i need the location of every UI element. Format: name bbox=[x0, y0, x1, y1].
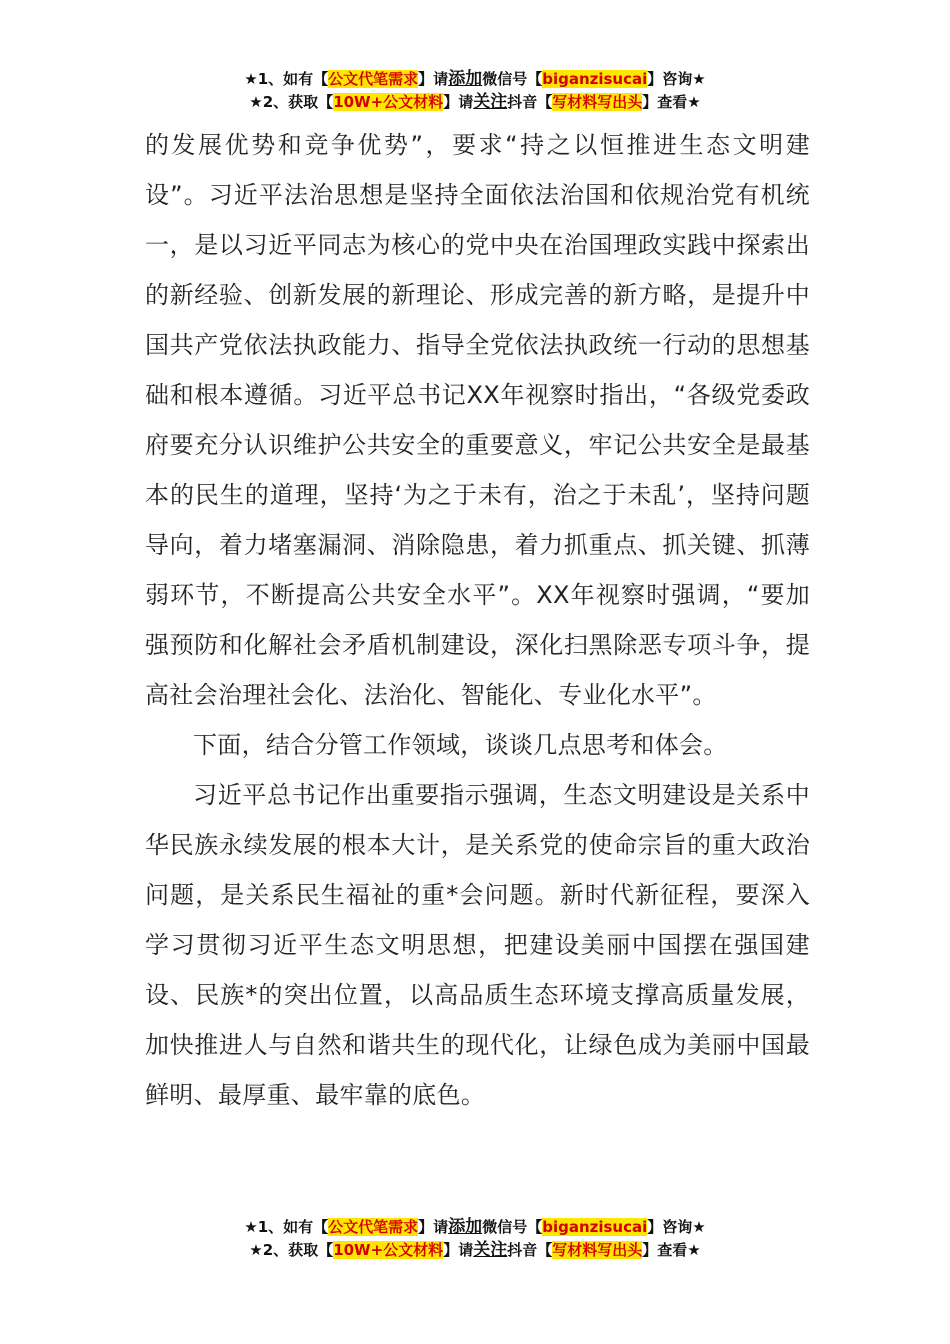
banner-line-2 bbox=[0, 1239, 950, 1262]
banner-text: ★1、如有【 bbox=[244, 1218, 329, 1236]
banner-line-2 bbox=[0, 91, 950, 114]
banner-highlight: 10W+公文材料 bbox=[333, 93, 444, 111]
banner-text: 微信号【 bbox=[482, 1218, 543, 1236]
banner-highlight-douyin: 写材料写出头 bbox=[552, 93, 643, 111]
footer-banner bbox=[0, 1216, 950, 1262]
banner-highlight: 公文代笔需求 bbox=[328, 70, 419, 88]
paragraph: 下面，结合分管工作领域，谈谈几点思考和体会。 bbox=[193, 731, 728, 759]
banner-text: 】咨询★ bbox=[647, 70, 706, 88]
banner-highlight-douyin: 写材料写出头 bbox=[552, 1241, 643, 1259]
banner-text: 】查看★ bbox=[642, 93, 701, 111]
banner-text: ★2、获取【 bbox=[249, 93, 334, 111]
banner-underline: 添加 bbox=[448, 69, 483, 89]
header-banner bbox=[0, 68, 950, 114]
paragraph: 习近平总书记作出重要指示强调，生态文明建设是关系中华民族永续发展的根本大计，是关系党的使命宗旨的重大政治问题，是关系民生福祉的重*会问题。新时代新征程，要深入学习贯彻习近平生态文明思想，把建设美丽中国摆在强国建设、民族*的突出位置，以高品质生态环境支撑高质量发展，加快推进人与自然和谐共生的现代化，让绿色成为美丽中国最鲜明、最厚重、最牢靠的底色。 bbox=[145, 781, 810, 1109]
banner-text: 】请 bbox=[443, 93, 474, 111]
banner-highlight-wechat: biganzisucai bbox=[542, 1218, 648, 1236]
banner-text: 微信号【 bbox=[482, 70, 543, 88]
banner-line-1 bbox=[0, 1216, 950, 1239]
banner-highlight: 公文代笔需求 bbox=[328, 1218, 419, 1236]
banner-text: 抖音【 bbox=[507, 93, 553, 111]
banner-line-1 bbox=[0, 68, 950, 91]
banner-underline: 关注 bbox=[473, 92, 508, 112]
banner-text: 】请 bbox=[418, 1218, 449, 1236]
banner-underline: 关注 bbox=[473, 1240, 508, 1260]
banner-highlight-wechat: biganzisucai bbox=[542, 70, 648, 88]
banner-highlight: 10W+公文材料 bbox=[333, 1241, 444, 1259]
document-body bbox=[145, 120, 810, 1120]
banner-text: 】查看★ bbox=[642, 1241, 701, 1259]
banner-text: ★1、如有【 bbox=[244, 70, 329, 88]
banner-text: 抖音【 bbox=[507, 1241, 553, 1259]
banner-text: 】请 bbox=[443, 1241, 474, 1259]
banner-text: 】咨询★ bbox=[647, 1218, 706, 1236]
banner-underline: 添加 bbox=[448, 1217, 483, 1237]
banner-text: ★2、获取【 bbox=[249, 1241, 334, 1259]
banner-text: 】请 bbox=[418, 70, 449, 88]
paragraph: 的发展优势和竞争优势”，要求“持之以恒推进生态文明建设”。习近平法治思想是坚持全面依法治国和依规治党有机统一，是以习近平同志为核心的党中央在治国理政实践中探索出的新经验、创新发展的新理论、形成完善的新方略，是提升中国共产党依法执政能力、指导全党依法执政统一行动的思想基础和根本遵循。习近平总书记XX年视察时指出，“各级党委政府要充分认识维护公共安全的重要意义，牢记公共安全是最基本的民生的道理，坚持‘为之于未有，治之于未乱’，坚持问题导向，着力堵塞漏洞、消除隐患，着力抓重点、抓关键、抓薄弱环节，不断提高公共安全水平”。XX年视察时强调，“要加强预防和化解社会矛盾机制建设，深化扫黑除恶专项斗争，提高社会治理社会化、法治化、智能化、专业化水平”。 bbox=[145, 131, 810, 709]
